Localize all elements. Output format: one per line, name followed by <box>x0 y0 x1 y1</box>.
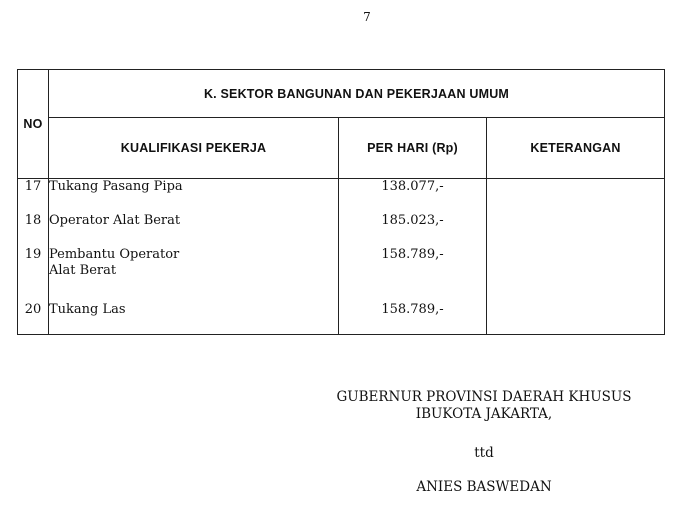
row-per-hari: 185.023,- <box>339 213 487 247</box>
table-row <box>18 300 665 335</box>
signatory-name: ANIES BASWEDAN <box>416 479 552 495</box>
section-title: K. SEKTOR BANGUNAN DAN PEKERJAAN UMUM <box>49 70 665 118</box>
row-per-hari: 158.789,- <box>339 300 487 335</box>
kualifikasi-line: Alat Berat <box>49 263 117 278</box>
wage-table <box>17 69 665 335</box>
page-number: 7 <box>363 10 371 24</box>
column-header-no: NO <box>18 70 49 179</box>
row-kualifikasi <box>49 179 339 214</box>
row-per-hari: 158.789,- <box>339 247 487 300</box>
row-keterangan <box>487 179 665 214</box>
column-header-keterangan: KETERANGAN <box>487 118 665 179</box>
signature-ttd: ttd <box>474 445 494 461</box>
kualifikasi-line: Operator Alat Berat <box>49 213 181 228</box>
signature-title-line1: GUBERNUR PROVINSI DAERAH KHUSUS <box>336 389 632 405</box>
row-kualifikasi <box>49 247 339 300</box>
signature-title-line2: IBUKOTA JAKARTA, <box>415 406 553 422</box>
column-header-per-hari: PER HARI (Rp) <box>339 118 487 179</box>
signature-block <box>300 389 668 496</box>
kualifikasi-line: Tukang Pasang Pipa <box>49 179 183 194</box>
row-kualifikasi <box>49 300 339 335</box>
row-keterangan <box>487 300 665 335</box>
row-number: 17 <box>18 179 49 214</box>
column-header-kualifikasi: KUALIFIKASI PEKERJA <box>49 118 339 179</box>
table-row <box>18 179 665 214</box>
row-per-hari: 138.077,- <box>339 179 487 214</box>
row-kualifikasi <box>49 213 339 247</box>
kualifikasi-line: Tukang Las <box>49 302 126 317</box>
row-number: 20 <box>18 300 49 335</box>
kualifikasi-line: Pembantu Operator <box>49 247 180 262</box>
table-row <box>18 213 665 247</box>
row-keterangan <box>487 247 665 300</box>
row-number: 18 <box>18 213 49 247</box>
row-number: 19 <box>18 247 49 300</box>
row-keterangan <box>487 213 665 247</box>
table-row <box>18 247 665 300</box>
